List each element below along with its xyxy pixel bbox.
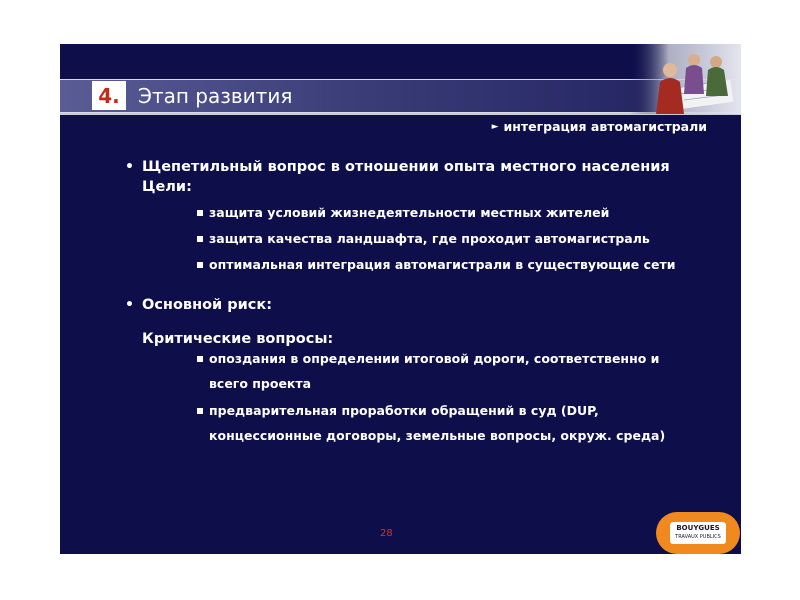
subtitle-text: интеграция автомагистрали (503, 119, 707, 134)
goals-label: Цели: (142, 179, 192, 195)
square-bullet-icon (197, 210, 203, 216)
logo-line-1: BOUYGUES (676, 524, 720, 532)
bullet-dot-icon: • (125, 159, 134, 175)
square-bullet-icon (197, 236, 203, 242)
slide-number-badge: 4. (92, 81, 126, 110)
bouygues-logo (656, 512, 740, 554)
square-bullet-icon (197, 356, 203, 362)
bullet-main-risk: • Основной риск: (125, 297, 273, 313)
arrow-right-icon: ► (491, 121, 499, 132)
logo-line-2: TRAVAUX PUBLICS (675, 534, 721, 540)
goal-item: защита условий жизнедеятельности местных жителей (197, 200, 609, 225)
slide-title: Этап развития (138, 84, 293, 108)
page-number: 28 (380, 528, 393, 539)
bullet-sensitive-issue: • Щепетильный вопрос в отношении опыта местного населения (125, 159, 670, 175)
slide (60, 44, 741, 554)
critical-questions-label: Критические вопросы: (142, 331, 334, 347)
goal-item: защита качества ландшафта, где проходит автомагистраль (197, 226, 650, 251)
critical-item: предварительная проработки обращений в суд (DUP, (197, 398, 599, 423)
square-bullet-icon (197, 262, 203, 268)
slide-subtitle (492, 119, 707, 134)
critical-item-continuation: концессионные договоры, земельные вопросы, окруж. среда) (209, 428, 666, 443)
people-photo-icon (630, 44, 741, 114)
bullet-dot-icon: • (125, 297, 134, 313)
critical-item-continuation: всего проекта (209, 376, 312, 391)
square-bullet-icon (197, 408, 203, 414)
critical-item: опоздания в определении итоговой дороги, соответственно и (197, 346, 659, 371)
goal-item: оптимальная интеграция автомагистрали в существующие сети (197, 252, 676, 277)
